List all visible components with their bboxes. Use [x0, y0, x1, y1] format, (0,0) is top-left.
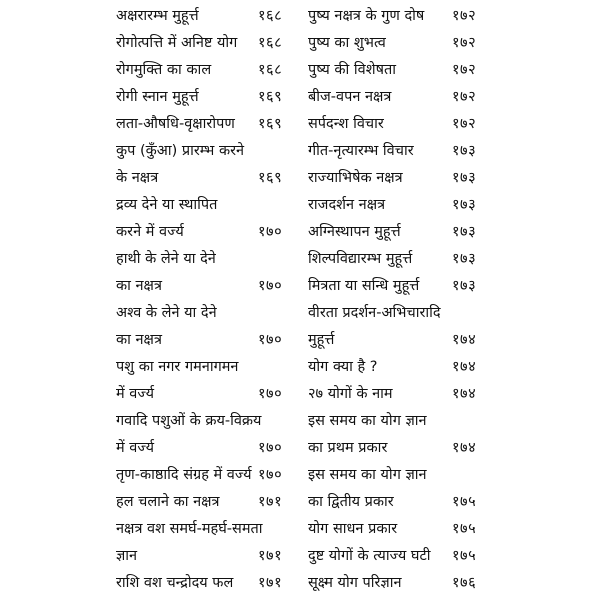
right-page-number: १७२: [452, 89, 477, 105]
index-row: [0, 246, 600, 272]
left-topic: का नक्षत्र: [116, 332, 162, 348]
right-page-number: १७३: [452, 197, 477, 213]
index-row: [0, 57, 600, 83]
left-topic: रोगोत्पत्ति में अनिष्ट योग: [116, 35, 238, 51]
left-topic: में वर्ज्य: [116, 386, 155, 402]
index-row: [0, 570, 600, 596]
index-row: [0, 273, 600, 299]
right-page-number: १७४: [452, 386, 477, 402]
left-page-number: १६८: [258, 62, 283, 78]
index-row: [0, 435, 600, 461]
index-row: [0, 3, 600, 29]
right-topic: का प्रथम प्रकार: [308, 440, 388, 456]
left-topic: नक्षत्र वश समर्घ-महर्घ-समता: [116, 521, 263, 537]
index-row: [0, 138, 600, 164]
right-topic: योग क्या है ?: [308, 359, 378, 375]
left-topic: अश्व के लेने या देने: [116, 305, 217, 321]
left-page-number: १६९: [258, 170, 283, 186]
right-topic: इस समय का योग ज्ञान: [308, 413, 427, 429]
right-topic: का द्वितीय प्रकार: [308, 494, 394, 510]
left-topic: लता-औषधि-वृक्षारोपण: [116, 116, 235, 132]
right-topic: पुष्य की विशेषता: [308, 62, 396, 78]
right-page-number: १७३: [452, 251, 477, 267]
left-topic: रोगी स्नान मुहूर्त्त: [116, 89, 199, 105]
right-page-number: १७५: [452, 521, 477, 537]
right-page-number: १७२: [452, 8, 477, 24]
right-topic: राज्याभिषेक नक्षत्र: [308, 170, 403, 186]
index-row: [0, 219, 600, 245]
right-topic: वीरता प्रदर्शन-अभिचारादि: [308, 305, 441, 321]
left-topic: पशु का नगर गमनागमन: [116, 359, 239, 375]
right-page-number: १७५: [452, 548, 477, 564]
right-topic: सर्पदन्श विचार: [308, 116, 384, 132]
left-page-number: १७०: [258, 386, 283, 402]
right-topic: मित्रता या सन्धि मुहूर्त्त: [308, 278, 420, 294]
right-topic: सूक्ष्म योग परिज्ञान: [308, 575, 402, 591]
right-topic: गीत-नृत्यारम्भ विचार: [308, 143, 414, 159]
right-page-number: १७६: [452, 575, 477, 591]
right-topic: पुष्य का शुभत्व: [308, 35, 386, 51]
left-page-number: १७१: [258, 548, 283, 564]
left-topic: रोगमुक्ति का काल: [116, 62, 212, 78]
index-row: [0, 381, 600, 407]
index-row: [0, 462, 600, 488]
right-topic: शिल्पविद्यारम्भ मुहूर्त्त: [308, 251, 413, 267]
right-topic: मुहूर्त्त: [308, 332, 335, 348]
left-topic: अक्षरारम्भ मुहूर्त्त: [116, 8, 199, 24]
left-page-number: १६९: [258, 116, 283, 132]
right-topic: योग साधन प्रकार: [308, 521, 398, 537]
left-topic: का नक्षत्र: [116, 278, 162, 294]
index-row: [0, 489, 600, 515]
left-page-number: १७१: [258, 575, 283, 591]
index-row: [0, 30, 600, 56]
left-topic: कुप (कुँआ) प्रारम्भ करने: [116, 143, 245, 159]
index-row: [0, 516, 600, 542]
right-topic: २७ योगों के नाम: [308, 386, 393, 402]
right-topic: इस समय का योग ज्ञान: [308, 467, 427, 483]
left-page-number: १७०: [258, 440, 283, 456]
right-page-number: १७५: [452, 494, 477, 510]
right-page-number: १७३: [452, 278, 477, 294]
index-row: [0, 111, 600, 137]
left-topic: तृण-काष्ठादि संग्रह में वर्ज्य: [116, 467, 252, 483]
left-topic: में वर्ज्य: [116, 440, 155, 456]
right-page-number: १७३: [452, 224, 477, 240]
right-topic: अग्निस्थापन मुहूर्त्त: [308, 224, 401, 240]
right-topic: बीज-वपन नक्षत्र: [308, 89, 392, 105]
left-topic: द्रव्य देने या स्थापित: [116, 197, 218, 213]
left-page-number: १६८: [258, 8, 283, 24]
left-topic: गवादि पशुओं के क्रय-विक्रय: [116, 413, 262, 429]
left-topic: हल चलाने का नक्षत्र: [116, 494, 220, 510]
index-row: [0, 300, 600, 326]
index-row: [0, 408, 600, 434]
left-topic: ज्ञान: [116, 548, 138, 564]
index-row: [0, 165, 600, 191]
index-row: [0, 192, 600, 218]
left-page-number: १७०: [258, 278, 283, 294]
left-topic: राशि वश चन्द्रोदय फल: [116, 575, 234, 591]
right-page-number: १७२: [452, 35, 477, 51]
left-topic: करने में वर्ज्य: [116, 224, 184, 240]
left-page-number: १६९: [258, 89, 283, 105]
right-page-number: १७४: [452, 440, 477, 456]
right-topic: दुष्ट योगों के त्याज्य घटी: [308, 548, 431, 564]
left-page-number: १७०: [258, 467, 283, 483]
right-page-number: १७४: [452, 359, 477, 375]
left-page-number: १६८: [258, 35, 283, 51]
left-page-number: १७०: [258, 224, 283, 240]
right-topic: राजदर्शन नक्षत्र: [308, 197, 386, 213]
right-page-number: १७४: [452, 332, 477, 348]
right-page-number: १७३: [452, 170, 477, 186]
right-page-number: १७३: [452, 143, 477, 159]
left-page-number: १७१: [258, 494, 283, 510]
right-topic: पुष्य नक्षत्र के गुण दोष: [308, 8, 425, 24]
index-row: [0, 543, 600, 569]
left-topic: के नक्षत्र: [116, 170, 159, 186]
right-page-number: १७२: [452, 116, 477, 132]
index-row: [0, 354, 600, 380]
left-topic: हाथी के लेने या देने: [116, 251, 216, 267]
index-row: [0, 327, 600, 353]
left-page-number: १७०: [258, 332, 283, 348]
right-page-number: १७२: [452, 62, 477, 78]
index-row: [0, 84, 600, 110]
